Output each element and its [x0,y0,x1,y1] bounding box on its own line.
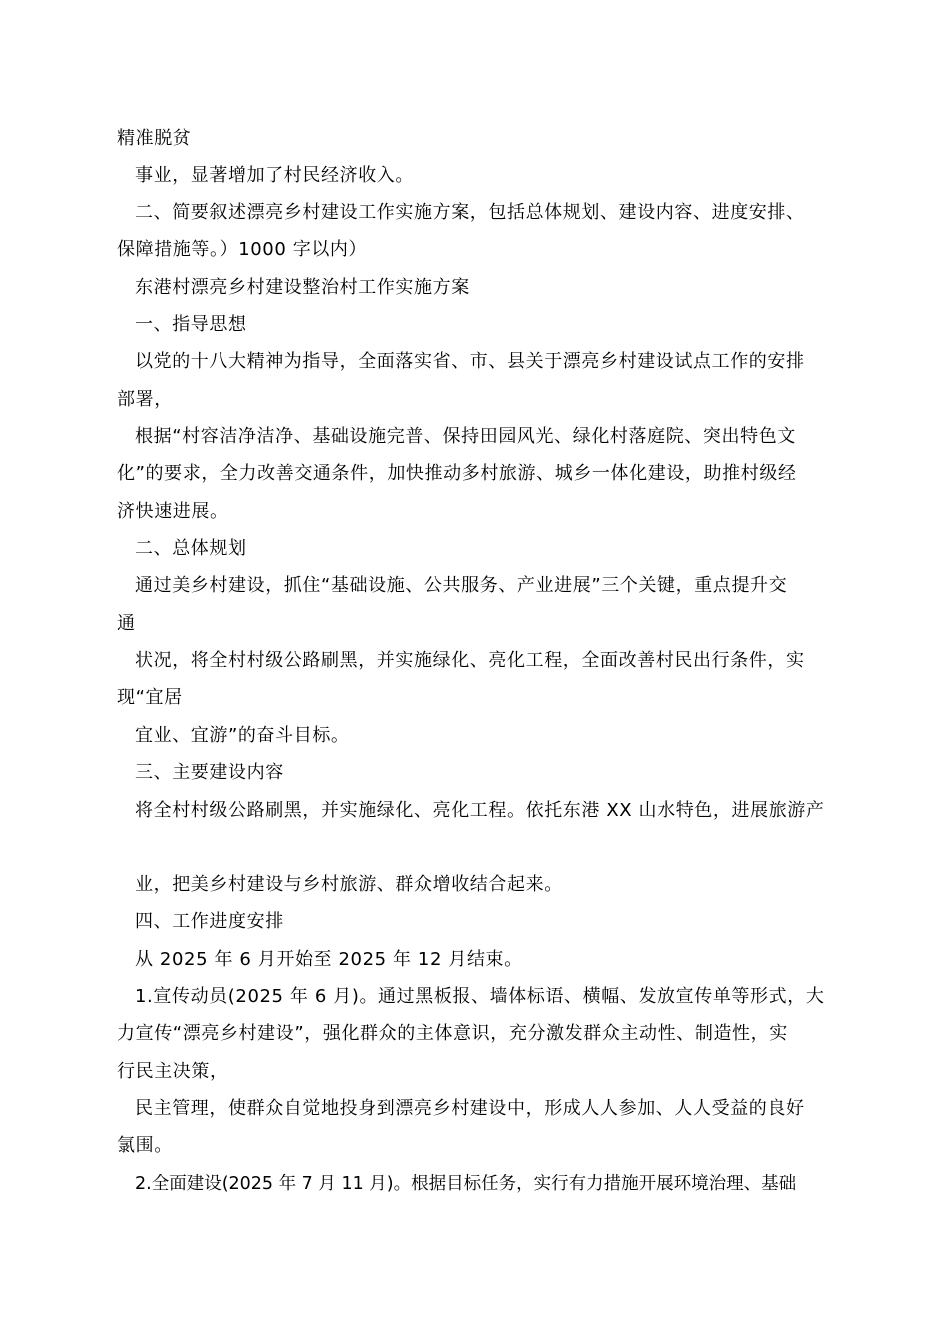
section-heading: 一、指导思想 [135,314,247,335]
text-line: 事业，显著增加了村民经济收入。 [135,165,414,186]
section-heading: 二、总体规划 [135,538,247,559]
text-line: 将全村村级公路刷黑，并实施绿化、亮化工程。依托东港 XX 山水特色，进展旅游产 [135,800,825,821]
text-line: 宜业、宜游”的奋斗目标。 [135,725,350,746]
text-line: 力宣传“漂亮乡村建设”，强化群众的主体意识，充分激发群众主动性、制造性，实 [117,1023,788,1044]
text-line: 二、简要叙述漂亮乡村建设工作实施方案，包括总体规划、建设内容、进度安排、 [135,202,805,223]
text-line: 部署， [117,389,173,410]
text-line: 从 2025 年 6 月开始至 2025 年 12 月结束。 [135,949,523,970]
text-line: 通 [117,613,136,634]
section-heading: 三、主要建设内容 [135,762,284,783]
text-line: 1.宣传动员(2025 年 6 月)。通过黑板报、墙体标语、横幅、发放宣传单等形式，大 [135,986,825,1007]
text-line: 现“宜居 [117,687,183,708]
text-line: 2.全面建设(2025 年 7 月 11 月)。根据目标任务，实行有力措施开展环境治理、基础 [135,1174,797,1194]
text-line: 业，把美乡村建设与乡村旅游、群众增收结合起来。 [135,874,563,895]
text-line: 民主管理，使群众自觉地投身到漂亮乡村建设中，形成人人参加、人人受益的良好 [135,1098,805,1119]
text-line: 精准脱贫 [117,128,192,149]
section-heading: 四、工作进度安排 [135,911,284,932]
text-line: 根据“村容洁净洁净、基础设施完普、保持田园风光、绿化村落庭院、突出特色文 [135,426,796,447]
text-line: 状况，将全村村级公路刷黑，并实施绿化、亮化工程，全面改善村民出行条件，实 [135,650,805,671]
text-line: 氯围。 [117,1135,173,1156]
text-line: 东港村漂亮乡村建设整治村工作实施方案 [135,277,470,298]
text-line: 化”的要求，全力改善交通条件，加快推动多村旅游、城乡一体化建设，助推村级经 [117,463,797,484]
text-line: 以党的十八大精神为指导，全面落实省、市、县关于漂亮乡村建设试点工作的安排 [135,351,805,372]
text-line: 保障措施等。）1000 字以内） [117,239,368,260]
text-line: 行民主决策， [117,1061,229,1082]
text-line: 通过美乡村建设，抓住“基础设施、公共服务、产业进展”三个关键，重点提升交 [135,575,788,596]
text-line: 济快速进展。 [117,501,229,522]
